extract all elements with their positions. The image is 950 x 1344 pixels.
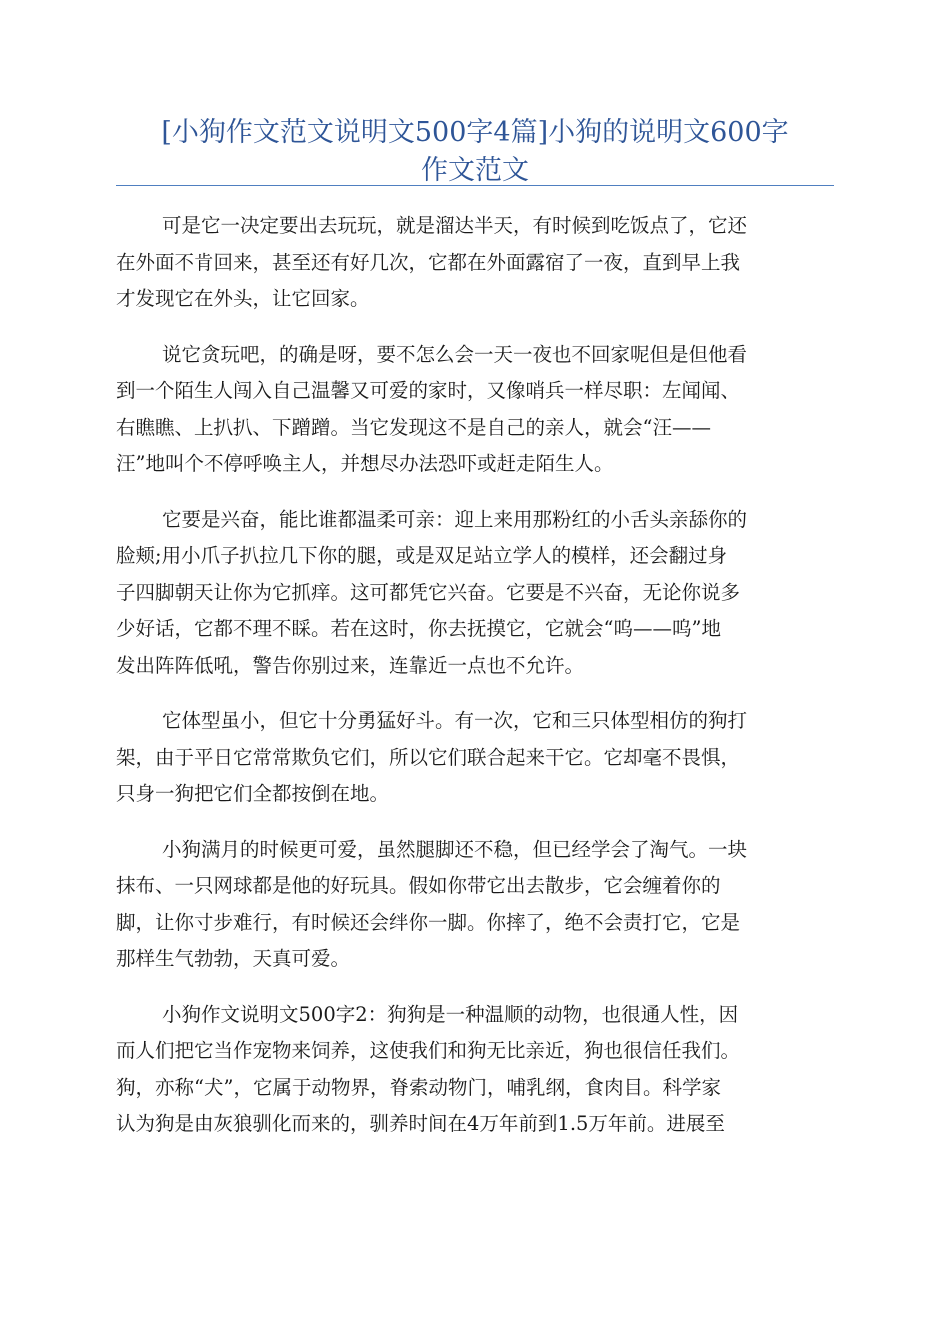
text-line: 抹布、一只网球都是他的好玩具。假如你带它出去散步，它会缠着你的 [116, 874, 721, 897]
text-line: 少好话，它都不理不睬。若在这时，你去抚摸它，它就会“呜——呜”地 [116, 617, 721, 640]
paragraph-4 [116, 703, 836, 813]
text-line: 可是它一决定要出去玩玩，就是溜达半天，有时候到吃饭点了，它还 [162, 214, 748, 237]
text-line: 架，由于平日它常常欺负它们，所以它们联合起来干它。它却毫不畏惧， [116, 745, 741, 769]
title-line: [小狗作文范文说明文500字4篇]小狗的说明文600字 [161, 117, 789, 148]
text-line: 它要是兴奋，能比谁都温柔可亲：迎上来用那粉红的小舌头亲舔你的 [162, 507, 748, 531]
text-line: 只身一狗把它们全都按倒在地。 [116, 782, 390, 805]
text-line: 右瞧瞧、上扒扒、下蹭蹭。当它发现这不是自己的亲人，就会“汪—— [116, 415, 711, 439]
document-title [116, 114, 834, 190]
paragraph-1 [116, 208, 836, 318]
text-line: 子四脚朝天让你为它抓痒。这可都凭它兴奋。它要是不兴奋，无论你说多 [116, 580, 741, 604]
title-underline-divider [116, 185, 834, 186]
text-line: 说它贪玩吧，的确是呀，要不怎么会一天一夜也不回家呢但是但他看 [162, 342, 748, 366]
text-line: 脚，让你寸步难行，有时候还会绊你一脚。你摔了，绝不会责打它，它是 [116, 910, 741, 934]
text-line: 那样生气勃勃，天真可爱。 [116, 947, 351, 970]
text-line: 脸颊;用小爪子扒拉几下你的腿，或是双足站立学人的模样，还会翻过身 [116, 544, 728, 567]
text-line: 认为狗是由灰狼驯化而来的，驯养时间在4万年前到1.5万年前。进展至 [116, 1112, 725, 1135]
paragraph-6 [116, 997, 836, 1143]
paragraph-2 [116, 337, 836, 483]
paragraph-5 [116, 832, 836, 978]
document-body [116, 208, 836, 1162]
text-line: 它体型虽小，但它十分勇猛好斗。有一次，它和三只体型相仿的狗打 [162, 709, 748, 732]
text-line: 发出阵阵低吼，警告你别过来，连靠近一点也不允许。 [116, 653, 585, 677]
text-line: 到一个陌生人闯入自己温馨又可爱的家时，又像哨兵一样尽职：左闻闻、 [116, 379, 741, 402]
text-line: 在外面不肯回来，甚至还有好几次，它都在外面露宿了一夜，直到早上我 [116, 250, 741, 274]
title-line: 作文范文 [421, 155, 529, 186]
text-line: 才发现它在外头，让它回家。 [116, 287, 370, 310]
paragraph-3 [116, 502, 836, 685]
text-line: 狗，亦称“犬”，它属于动物界，脊索动物门，哺乳纲，食肉目。科学家 [116, 1075, 721, 1099]
text-line: 而人们把它当作宠物来饲养，这使我们和狗无比亲近，狗也很信任我们。 [116, 1039, 741, 1062]
text-line: 小狗满月的时候更可爱，虽然腿脚还不稳，但已经学会了淘气。一块 [162, 837, 748, 861]
text-line: 小狗作文说明文500字2：狗狗是一种温顺的动物，也很通人性，因 [162, 1002, 739, 1026]
text-line: 汪”地叫个不停呼唤主人，并想尽办法恐吓或赶走陌生人。 [116, 452, 614, 475]
